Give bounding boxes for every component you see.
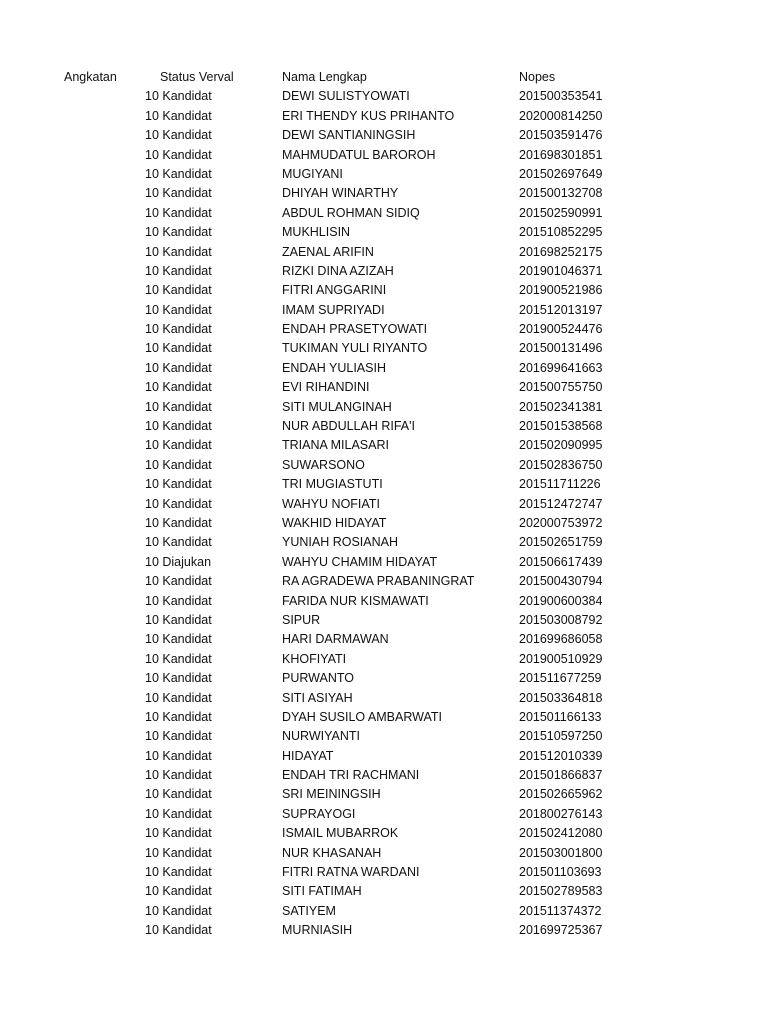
table-row xyxy=(0,592,768,611)
status-cell: 10 Kandidat xyxy=(145,380,212,395)
header-status-verval: Status Verval xyxy=(160,70,234,84)
table-row xyxy=(0,882,768,901)
status-cell: 10 Kandidat xyxy=(145,322,212,337)
header-angkatan: Angkatan xyxy=(64,70,117,84)
table-row xyxy=(0,630,768,649)
name-cell: SRI MEININGSIH xyxy=(282,787,381,802)
name-cell: FITRI ANGGARINI xyxy=(282,283,387,298)
table-row xyxy=(0,689,768,708)
nopes-cell: 201900524476 xyxy=(519,322,603,337)
nopes-cell: 201500755750 xyxy=(519,380,603,395)
status-cell: 10 Kandidat xyxy=(145,535,212,550)
table-row xyxy=(0,378,768,397)
name-cell: SATIYEM xyxy=(282,903,336,918)
status-cell: 10 Kandidat xyxy=(145,923,212,938)
table-row xyxy=(0,126,768,145)
nopes-cell: 201503364818 xyxy=(519,690,603,705)
name-cell: DHIYAH WINARTHY xyxy=(282,186,399,201)
name-cell: EVI RIHANDINI xyxy=(282,380,370,395)
nopes-cell: 202000753972 xyxy=(519,515,603,530)
table-row xyxy=(0,204,768,223)
table-row xyxy=(0,436,768,455)
name-cell: MURNIASIH xyxy=(282,923,353,938)
nopes-cell: 201500430794 xyxy=(519,574,603,589)
table-row xyxy=(0,281,768,300)
status-cell: 10 Kandidat xyxy=(145,690,212,705)
table-row xyxy=(0,669,768,688)
status-cell: 10 Kandidat xyxy=(145,845,212,860)
name-cell: ENDAH PRASETYOWATI xyxy=(282,322,428,337)
table-row xyxy=(0,495,768,514)
status-cell: 10 Kandidat xyxy=(145,865,212,880)
name-cell: PURWANTO xyxy=(282,671,354,686)
name-cell: WAHYU CHAMIM HIDAYAT xyxy=(282,554,438,569)
status-cell: 10 Kandidat xyxy=(145,341,212,356)
nopes-cell: 201512010339 xyxy=(519,748,603,763)
table-row xyxy=(0,844,768,863)
name-cell: ZAENAL ARIFIN xyxy=(282,244,374,259)
name-cell: DYAH SUSILO AMBARWATI xyxy=(282,709,442,724)
table-row xyxy=(0,553,768,572)
status-cell: 10 Kandidat xyxy=(145,496,212,511)
nopes-cell: 201502590991 xyxy=(519,205,603,220)
candidate-table xyxy=(0,68,768,941)
table-row xyxy=(0,805,768,824)
name-cell: HIDAYAT xyxy=(282,748,334,763)
name-cell: NUR KHASANAH xyxy=(282,845,382,860)
status-cell: 10 Kandidat xyxy=(145,671,212,686)
name-cell: WAHYU NOFIATI xyxy=(282,496,380,511)
nopes-cell: 201502341381 xyxy=(519,399,603,414)
table-row xyxy=(0,766,768,785)
name-cell: SIPUR xyxy=(282,612,321,627)
name-cell: KHOFIYATI xyxy=(282,651,347,666)
nopes-cell: 201511711226 xyxy=(519,477,601,492)
table-row xyxy=(0,301,768,320)
name-cell: TUKIMAN YULI RIYANTO xyxy=(282,341,428,356)
status-cell: 10 Kandidat xyxy=(145,515,212,530)
table-row xyxy=(0,87,768,106)
name-cell: ISMAIL MUBARROK xyxy=(282,826,399,841)
nopes-cell: 201698252175 xyxy=(519,244,603,259)
status-cell: 10 Kandidat xyxy=(145,225,212,240)
name-cell: DEWI SULISTYOWATI xyxy=(282,89,410,104)
nopes-cell: 201510597250 xyxy=(519,729,603,744)
nopes-cell: 201502651759 xyxy=(519,535,603,550)
status-cell: 10 Kandidat xyxy=(145,768,212,783)
status-cell: 10 Kandidat xyxy=(145,89,212,104)
nopes-cell: 201501103693 xyxy=(519,865,602,880)
table-row xyxy=(0,359,768,378)
name-cell: RA AGRADEWA PRABANINGRAT xyxy=(282,574,475,589)
name-cell: MUKHLISIN xyxy=(282,225,351,240)
status-cell: 10 Kandidat xyxy=(145,477,212,492)
nopes-cell: 201502665962 xyxy=(519,787,603,802)
status-cell: 10 Kandidat xyxy=(145,612,212,627)
table-row xyxy=(0,514,768,533)
nopes-cell: 201503591476 xyxy=(519,128,603,143)
name-cell: MUGIYANI xyxy=(282,166,343,181)
nopes-cell: 201698301851 xyxy=(519,147,603,162)
table-row xyxy=(0,824,768,843)
status-cell: 10 Kandidat xyxy=(145,632,212,647)
table-row xyxy=(0,165,768,184)
header-nopes: Nopes xyxy=(519,70,556,84)
name-cell: WAKHID HIDAYAT xyxy=(282,515,387,530)
table-row xyxy=(0,785,768,804)
nopes-cell: 201503001800 xyxy=(519,845,603,860)
status-cell: 10 Kandidat xyxy=(145,399,212,414)
header-nama-lengkap: Nama Lengkap xyxy=(282,70,367,84)
table-row xyxy=(0,146,768,165)
name-cell: ENDAH YULIASIH xyxy=(282,360,386,375)
status-cell: 10 Kandidat xyxy=(145,826,212,841)
status-cell: 10 Kandidat xyxy=(145,903,212,918)
table-row xyxy=(0,475,768,494)
table-row xyxy=(0,320,768,339)
nopes-cell: 201500353541 xyxy=(519,89,603,104)
nopes-cell: 201511374372 xyxy=(519,903,602,918)
table-row xyxy=(0,611,768,630)
nopes-cell: 201510852295 xyxy=(519,225,603,240)
status-cell: 10 Kandidat xyxy=(145,108,212,123)
status-cell: 10 Kandidat xyxy=(145,147,212,162)
name-cell: TRI MUGIASTUTI xyxy=(282,477,383,492)
name-cell: NUR ABDULLAH RIFA'I xyxy=(282,419,415,434)
name-cell: NURWIYANTI xyxy=(282,729,361,744)
table-row xyxy=(0,456,768,475)
nopes-cell: 201501538568 xyxy=(519,419,603,434)
name-cell: IMAM SUPRIYADI xyxy=(282,302,385,317)
table-row xyxy=(0,650,768,669)
status-cell: 10 Kandidat xyxy=(145,593,212,608)
name-cell: RIZKI DINA AZIZAH xyxy=(282,263,394,278)
status-cell: 10 Kandidat xyxy=(145,302,212,317)
nopes-cell: 201901046371 xyxy=(519,263,603,278)
table-header xyxy=(0,68,768,87)
name-cell: ABDUL ROHMAN SIDIQ xyxy=(282,205,420,220)
status-cell: 10 Kandidat xyxy=(145,709,212,724)
status-cell: 10 Kandidat xyxy=(145,457,212,472)
nopes-cell: 201502697649 xyxy=(519,166,603,181)
name-cell: ENDAH TRI RACHMANI xyxy=(282,768,420,783)
nopes-cell: 201502412080 xyxy=(519,826,603,841)
nopes-cell: 201500132708 xyxy=(519,186,603,201)
status-cell: 10 Kandidat xyxy=(145,186,212,201)
name-cell: SUPRAYOGI xyxy=(282,806,356,821)
name-cell: DEWI SANTIANINGSIH xyxy=(282,128,416,143)
table-row xyxy=(0,747,768,766)
table-row xyxy=(0,727,768,746)
name-cell: SUWARSONO xyxy=(282,457,365,472)
nopes-cell: 201699686058 xyxy=(519,632,603,647)
status-cell: 10 Kandidat xyxy=(145,263,212,278)
table-row xyxy=(0,223,768,242)
table-row xyxy=(0,572,768,591)
status-cell: 10 Kandidat xyxy=(145,884,212,899)
nopes-cell: 201512472747 xyxy=(519,496,603,511)
status-cell: 10 Kandidat xyxy=(145,205,212,220)
table-row xyxy=(0,184,768,203)
status-cell: 10 Kandidat xyxy=(145,787,212,802)
name-cell: HARI DARMAWAN xyxy=(282,632,389,647)
status-cell: 10 Kandidat xyxy=(145,651,212,666)
nopes-cell: 202000814250 xyxy=(519,108,603,123)
name-cell: SITI MULANGINAH xyxy=(282,399,392,414)
table-row xyxy=(0,262,768,281)
status-cell: 10 Kandidat xyxy=(145,748,212,763)
status-cell: 10 Diajukan xyxy=(145,554,212,569)
nopes-cell: 201501166133 xyxy=(519,709,602,724)
table-row xyxy=(0,902,768,921)
nopes-cell: 201502090995 xyxy=(519,438,603,453)
name-cell: SITI ASIYAH xyxy=(282,690,353,705)
table-row xyxy=(0,708,768,727)
status-cell: 10 Kandidat xyxy=(145,283,212,298)
table-row xyxy=(0,417,768,436)
nopes-cell: 201502836750 xyxy=(519,457,603,472)
table-row xyxy=(0,863,768,882)
name-cell: ERI THENDY KUS PRIHANTO xyxy=(282,108,455,123)
table-row xyxy=(0,243,768,262)
nopes-cell: 201900521986 xyxy=(519,283,603,298)
nopes-cell: 201699641663 xyxy=(519,360,603,375)
nopes-cell: 201900510929 xyxy=(519,651,603,666)
name-cell: SITI FATIMAH xyxy=(282,884,362,899)
table-row xyxy=(0,339,768,358)
table-row xyxy=(0,533,768,552)
status-cell: 10 Kandidat xyxy=(145,574,212,589)
nopes-cell: 201502789583 xyxy=(519,884,603,899)
table-row xyxy=(0,398,768,417)
table-body xyxy=(0,87,768,940)
name-cell: TRIANA MILASARI xyxy=(282,438,389,453)
status-cell: 10 Kandidat xyxy=(145,438,212,453)
status-cell: 10 Kandidat xyxy=(145,806,212,821)
status-cell: 10 Kandidat xyxy=(145,419,212,434)
nopes-cell: 201699725367 xyxy=(519,923,603,938)
status-cell: 10 Kandidat xyxy=(145,244,212,259)
table-row xyxy=(0,921,768,940)
nopes-cell: 201900600384 xyxy=(519,593,603,608)
nopes-cell: 201800276143 xyxy=(519,806,603,821)
status-cell: 10 Kandidat xyxy=(145,128,212,143)
nopes-cell: 201511677259 xyxy=(519,671,602,686)
nopes-cell: 201500131496 xyxy=(519,341,603,356)
name-cell: FARIDA NUR KISMAWATI xyxy=(282,593,429,608)
name-cell: FITRI RATNA WARDANI xyxy=(282,865,420,880)
nopes-cell: 201512013197 xyxy=(519,302,603,317)
status-cell: 10 Kandidat xyxy=(145,360,212,375)
table-row xyxy=(0,107,768,126)
status-cell: 10 Kandidat xyxy=(145,729,212,744)
name-cell: MAHMUDATUL BAROROH xyxy=(282,147,436,162)
name-cell: YUNIAH ROSIANAH xyxy=(282,535,398,550)
nopes-cell: 201503008792 xyxy=(519,612,603,627)
nopes-cell: 201506617439 xyxy=(519,554,603,569)
status-cell: 10 Kandidat xyxy=(145,166,212,181)
nopes-cell: 201501866837 xyxy=(519,768,603,783)
